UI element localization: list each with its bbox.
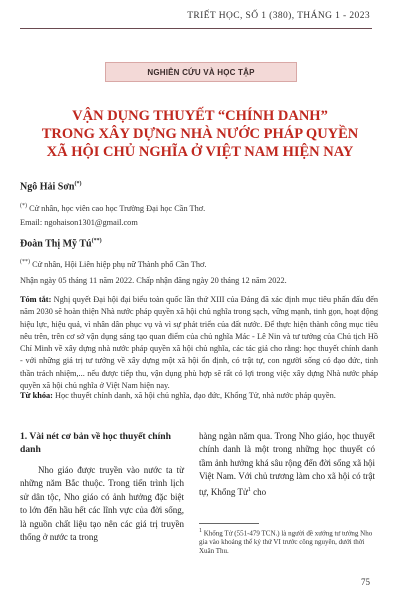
page-number: 75	[361, 577, 370, 587]
title-line-2: TRONG XÂY DỰNG NHÀ NƯỚC PHÁP QUYỀN	[41, 126, 359, 142]
abstract-label: Tóm tắt:	[20, 295, 52, 304]
author-2-name: Đoàn Thị Mỹ Tú	[20, 238, 92, 250]
section-1-heading: 1. Vài nét cơ bản về học thuyết chính danh	[20, 431, 171, 455]
article-title	[20, 107, 380, 161]
author-2-affil-mark: (**)	[20, 259, 30, 265]
author-1	[20, 181, 81, 192]
journal-header: TRIẾT HỌC, SỐ 1 (380), THÁNG 1 - 2023	[187, 11, 370, 21]
abstract	[20, 294, 378, 392]
left-paragraph: Nho giáo được truyền vào nước ta từ những năm Bắc thuộc. Trong tiến trình lịch sử dân tộc, Nho giáo có ảnh hưởng đặc biệt to lớn đến hầu hết các lĩnh vực của đời sống, là nguồn chất liệu tạo nên các giá trị truyền thống ở nước ta trong	[20, 465, 184, 543]
left-column	[20, 430, 184, 544]
section-label: NGHIÊN CỨU VÀ HỌC TẬP	[105, 62, 297, 82]
keywords-text: Học thuyết chính danh, xã hội chủ nghĩa, đạo đức, Khổng Tử, nhà nước pháp quyền.	[52, 391, 336, 400]
footnote-divider	[199, 523, 259, 524]
author-1-affil-mark: (*)	[20, 203, 27, 209]
author-1-affiliation: (*) Cử nhân, học viên cao học Trường Đại học Cần Thơ.	[20, 203, 206, 213]
author-2-affiliation: (**) Cử nhân, Hội Liên hiệp phụ nữ Thành phố Cần Thơ.	[20, 259, 207, 269]
footnote-text: Khổng Tử (551-479 TCN.) là người đề xướng tư tưởng Nho gia vào khoảng thế kỷ thứ VI trước công nguyên, dưới thời Xuân Thu.	[199, 529, 373, 556]
keywords-label: Từ khóa:	[20, 391, 53, 400]
author-2	[20, 238, 102, 249]
received-dates: Nhận ngày 05 tháng 11 năm 2022. Chấp nhận đăng ngày 20 tháng 12 năm 2022.	[20, 276, 287, 285]
author-2-mark: (**)	[91, 238, 102, 244]
header-divider	[20, 28, 372, 29]
abstract-text: Nghị quyết Đại hội đại biểu toàn quốc lần thứ XIII của Đảng đã xác định mục tiêu phấn đấu đến năm 2030 sẽ hoàn thiện Nhà nước pháp quyền xã hội chủ nghĩa trong sạch, vững mạnh, tinh gọn, hoạt động hiệu lực, hiệu quả, vì nhân dân phục vụ và vì sự phát triển của đất nước. Để thực hiện thành công mục tiêu nêu trên, trên cơ sở vận dụng sáng tạo quan điểm của chủ nghĩa Mác - Lê Nin và tư tưởng của Chủ tịch Hồ Chí Minh về xây dựng nhà nước pháp quyền xã hội chủ nghĩa, các tác giả cho rằng: học thuyết chính danh - với những giá trị tư tưởng về xây dựng một xã hội ổn định, có trật tự, con người sống có đạo đức, tinh thần trách nhiệm,... nếu được tiếp thu, vận dụng phù hợp sẽ rất có lợi trong việc xây dựng Nhà nước pháp quyền xã hội chủ nghĩa ở Việt Nam hiện nay.	[20, 295, 378, 391]
title-line-3: XÃ HỘI CHỦ NGHĨA Ở VIỆT NAM HIỆN NAY	[46, 144, 354, 160]
right-paragraph-end: cho	[250, 486, 267, 497]
footnote-mark: 1	[199, 528, 202, 534]
keywords	[20, 390, 378, 402]
footnote-reference: 1	[247, 486, 251, 493]
author-1-email: Email: ngohaison1301@gmail.com	[20, 218, 138, 227]
author-1-name: Ngô Hải Sơn	[20, 181, 75, 193]
right-paragraph: hàng ngàn năm qua. Trong Nho giáo, học thuyết chính danh là một trong những học thuyết có tầm ảnh hưởng khá sâu rộng đến đời sống xã hội Việt Nam. Với chủ trương làm cho xã hội có trật tự, Khổng Tử	[199, 431, 375, 497]
right-column	[199, 430, 375, 499]
author-1-mark: (*)	[74, 181, 82, 187]
title-line-1: VẬN DỤNG THUYẾT “CHÍNH DANH”	[72, 108, 328, 124]
footnote	[199, 527, 377, 556]
